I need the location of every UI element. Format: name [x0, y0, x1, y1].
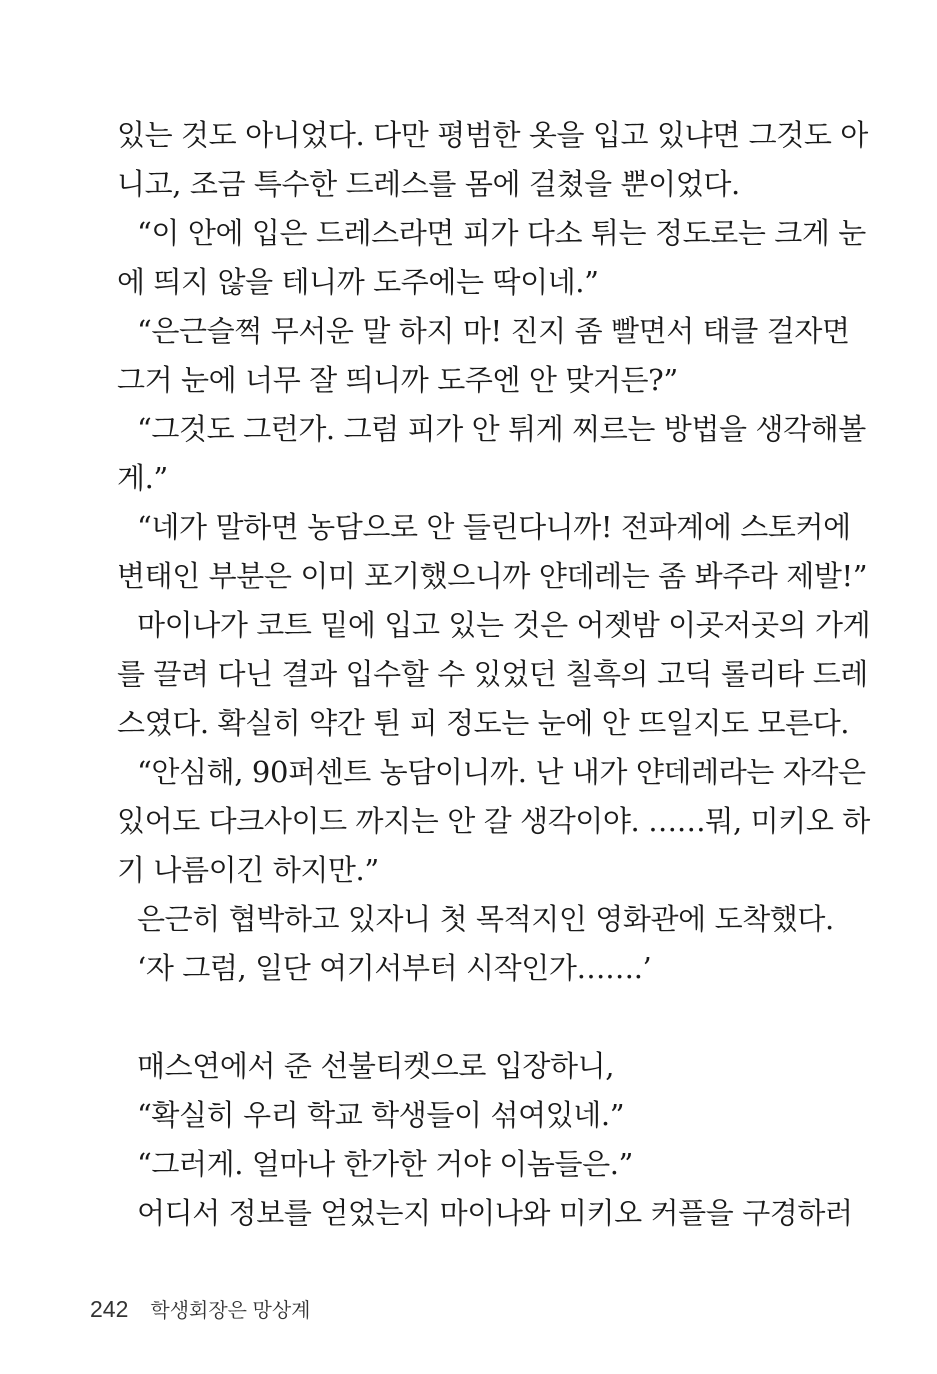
text-line: 기 나름이긴 하지만.”: [117, 853, 379, 887]
text-line: 있어도 다크사이드 까지는 안 갈 생각이야. ……뭐, 미키오 하: [117, 804, 870, 838]
page-footer: [90, 1294, 311, 1326]
text-line: “그러게. 얼마나 한가한 거야 이놈들은.”: [137, 1147, 633, 1181]
text-line: “이 안에 입은 드레스라면 피가 다소 튀는 정도로는 크게 눈: [137, 216, 866, 250]
text-line: 니고, 조금 특수한 드레스를 몸에 걸쳤을 뿐이었다.: [117, 167, 740, 201]
text-line: 그거 눈에 너무 잘 띄니까 도주엔 안 맞거든?”: [117, 363, 678, 397]
text-line: “확실히 우리 학교 학생들이 섞여있네.”: [137, 1098, 625, 1132]
text-line: “은근슬쩍 무서운 말 하지 마! 진지 좀 빨면서 태클 걸자면: [137, 314, 850, 348]
text-line: 게.”: [117, 461, 168, 495]
text-line: 어디서 정보를 얻었는지 마이나와 미키오 커플을 구경하러: [137, 1196, 853, 1230]
text-line: “안심해, 90퍼센트 농담이니까. 난 내가 얀데레라는 자각은: [137, 755, 866, 789]
text-line: 마이나가 코트 밑에 입고 있는 것은 어젯밤 이곳저곳의 가게: [137, 608, 871, 642]
book-title: 학생회장은 망상계: [150, 1300, 311, 1322]
text-line: “그것도 그런가. 그럼 피가 안 튀게 찌르는 방법을 생각해볼: [137, 412, 866, 446]
text-line: 있는 것도 아니었다. 다만 평범한 옷을 입고 있냐면 그것도 아: [117, 118, 868, 152]
text-line: 은근히 협박하고 있자니 첫 목적지인 영화관에 도착했다.: [137, 902, 834, 936]
page-number: 242: [90, 1296, 129, 1322]
text-line: 변태인 부분은 이미 포기했으니까 얀데레는 좀 봐주라 제발!”: [117, 559, 868, 593]
text-line: 스였다. 확실히 약간 튄 피 정도는 눈에 안 뜨일지도 모른다.: [117, 706, 850, 740]
text-line: “네가 말하면 농담으로 안 들린다니까! 전파계에 스토커에: [137, 510, 851, 544]
text-line: 를 끌려 다닌 결과 입수할 수 있었던 칠흑의 고딕 롤리타 드레: [117, 657, 868, 691]
text-line: 매스연에서 준 선불티켓으로 입장하니,: [137, 1049, 615, 1083]
text-line: 에 띄지 않을 테니까 도주에는 딱이네.”: [117, 265, 599, 299]
text-line: ‘자 그럼, 일단 여기서부터 시작인가…….’: [137, 951, 652, 985]
